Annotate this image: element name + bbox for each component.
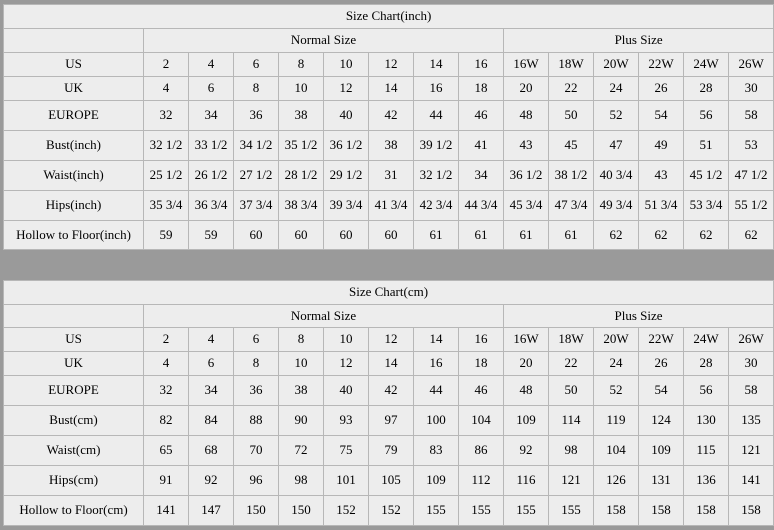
cell: 26W — [729, 328, 774, 352]
cell: 101 — [324, 466, 369, 496]
cell: 44 — [414, 100, 459, 130]
cell: 47 1/2 — [729, 160, 774, 190]
cell: 10 — [279, 352, 324, 376]
cell: 40 3/4 — [594, 160, 639, 190]
group-header-row — [4, 28, 774, 52]
cell: 40 — [324, 376, 369, 406]
row-label: Bust(inch) — [4, 130, 144, 160]
cell: 32 1/2 — [414, 160, 459, 190]
size-chart-cm — [3, 280, 764, 526]
cell: 12 — [369, 52, 414, 76]
row-label: Waist(inch) — [4, 160, 144, 190]
cell: 27 1/2 — [234, 160, 279, 190]
cell: 86 — [459, 436, 504, 466]
cell: 75 — [324, 436, 369, 466]
row-label: US — [4, 52, 144, 76]
cell: 84 — [189, 406, 234, 436]
cell: 49 — [639, 130, 684, 160]
cell: 24 — [594, 76, 639, 100]
cell: 45 3/4 — [504, 190, 549, 220]
cell: 16 — [414, 76, 459, 100]
cell: 58 — [729, 100, 774, 130]
cell: 62 — [684, 220, 729, 250]
cell: 6 — [189, 76, 234, 100]
cell: 92 — [189, 466, 234, 496]
cell: 16W — [504, 52, 549, 76]
table-row — [4, 52, 774, 76]
table-row — [4, 496, 774, 526]
table-row — [4, 76, 774, 100]
group-header-row — [4, 304, 774, 328]
cell: 53 — [729, 130, 774, 160]
group-plus-size: Plus Size — [504, 304, 774, 328]
cell: 39 1/2 — [414, 130, 459, 160]
cell: 109 — [414, 466, 459, 496]
cell: 158 — [729, 496, 774, 526]
cell: 33 1/2 — [189, 130, 234, 160]
cell: 60 — [234, 220, 279, 250]
table-row — [4, 160, 774, 190]
cell: 60 — [279, 220, 324, 250]
cell: 65 — [144, 436, 189, 466]
cell: 155 — [549, 496, 594, 526]
cell: 100 — [414, 406, 459, 436]
cell: 72 — [279, 436, 324, 466]
chart-title-row — [4, 280, 774, 304]
table-row — [4, 220, 774, 250]
cell: 56 — [684, 100, 729, 130]
cell: 34 — [189, 376, 234, 406]
cell: 30 — [729, 76, 774, 100]
cell: 8 — [279, 328, 324, 352]
cell: 10 — [324, 52, 369, 76]
cell: 36 1/2 — [504, 160, 549, 190]
cell: 6 — [234, 52, 279, 76]
cell: 130 — [684, 406, 729, 436]
cell: 61 — [549, 220, 594, 250]
cell: 4 — [144, 352, 189, 376]
cell: 18W — [549, 52, 594, 76]
cell: 121 — [729, 436, 774, 466]
cell: 24 — [594, 352, 639, 376]
cell: 44 3/4 — [459, 190, 504, 220]
cell: 32 1/2 — [144, 130, 189, 160]
cell: 6 — [234, 328, 279, 352]
cell: 98 — [549, 436, 594, 466]
row-label: Hollow to Floor(inch) — [4, 220, 144, 250]
cell: 119 — [594, 406, 639, 436]
cell: 43 — [504, 130, 549, 160]
cell: 31 — [369, 160, 414, 190]
cell: 61 — [459, 220, 504, 250]
cell: 24W — [684, 328, 729, 352]
cell: 45 — [549, 130, 594, 160]
cell: 46 — [459, 100, 504, 130]
cell: 28 — [684, 352, 729, 376]
cell: 48 — [504, 100, 549, 130]
cell: 158 — [639, 496, 684, 526]
table-row — [4, 190, 774, 220]
cell: 49 3/4 — [594, 190, 639, 220]
cell: 20 — [504, 76, 549, 100]
cell: 59 — [189, 220, 234, 250]
chart-title: Size Chart(inch) — [4, 5, 774, 29]
cell: 4 — [189, 328, 234, 352]
cell: 116 — [504, 466, 549, 496]
cell: 131 — [639, 466, 684, 496]
cell: 16 — [459, 328, 504, 352]
cell: 50 — [549, 100, 594, 130]
row-label: Hollow to Floor(cm) — [4, 496, 144, 526]
cell: 2 — [144, 328, 189, 352]
cell: 6 — [189, 352, 234, 376]
cell: 105 — [369, 466, 414, 496]
cell: 36 1/2 — [324, 130, 369, 160]
cell: 22 — [549, 352, 594, 376]
cell: 22 — [549, 76, 594, 100]
cell: 35 1/2 — [279, 130, 324, 160]
corner-cell — [4, 304, 144, 328]
cell: 34 — [459, 160, 504, 190]
cell: 51 — [684, 130, 729, 160]
cell: 104 — [459, 406, 504, 436]
row-label: EUROPE — [4, 376, 144, 406]
cell: 2 — [144, 52, 189, 76]
table-row — [4, 352, 774, 376]
cell: 60 — [369, 220, 414, 250]
cell: 97 — [369, 406, 414, 436]
row-label: Waist(cm) — [4, 436, 144, 466]
cell: 70 — [234, 436, 279, 466]
cell: 158 — [594, 496, 639, 526]
cell: 16 — [459, 52, 504, 76]
cell: 54 — [639, 100, 684, 130]
cell: 10 — [279, 76, 324, 100]
cell: 45 1/2 — [684, 160, 729, 190]
cell: 56 — [684, 376, 729, 406]
cell: 38 — [279, 376, 324, 406]
cell: 37 3/4 — [234, 190, 279, 220]
cell: 155 — [504, 496, 549, 526]
cell: 141 — [729, 466, 774, 496]
cell: 26 — [639, 76, 684, 100]
cell: 14 — [414, 52, 459, 76]
cell: 8 — [234, 76, 279, 100]
row-label: US — [4, 328, 144, 352]
cell: 35 3/4 — [144, 190, 189, 220]
cell: 115 — [684, 436, 729, 466]
cell: 22W — [639, 52, 684, 76]
cell: 34 — [189, 100, 234, 130]
group-normal-size: Normal Size — [144, 304, 504, 328]
table-row — [4, 100, 774, 130]
cell: 8 — [279, 52, 324, 76]
cell: 58 — [729, 376, 774, 406]
cell: 28 1/2 — [279, 160, 324, 190]
cell: 20 — [504, 352, 549, 376]
cell: 109 — [504, 406, 549, 436]
cell: 12 — [369, 328, 414, 352]
cell: 42 — [369, 100, 414, 130]
cell: 88 — [234, 406, 279, 436]
cell: 112 — [459, 466, 504, 496]
cell: 62 — [729, 220, 774, 250]
cell: 114 — [549, 406, 594, 436]
cell: 26 1/2 — [189, 160, 234, 190]
cell: 51 3/4 — [639, 190, 684, 220]
cell: 8 — [234, 352, 279, 376]
cell: 20W — [594, 52, 639, 76]
cell: 152 — [324, 496, 369, 526]
row-label: Bust(cm) — [4, 406, 144, 436]
cell: 92 — [504, 436, 549, 466]
cell: 50 — [549, 376, 594, 406]
cell: 124 — [639, 406, 684, 436]
table-row — [4, 436, 774, 466]
cell: 155 — [414, 496, 459, 526]
cell: 135 — [729, 406, 774, 436]
cell: 98 — [279, 466, 324, 496]
cell: 38 1/2 — [549, 160, 594, 190]
cell: 53 3/4 — [684, 190, 729, 220]
row-label: UK — [4, 76, 144, 100]
cell: 96 — [234, 466, 279, 496]
corner-cell — [4, 28, 144, 52]
group-normal-size: Normal Size — [144, 28, 504, 52]
cell: 47 3/4 — [549, 190, 594, 220]
table-row — [4, 406, 774, 436]
cell: 62 — [594, 220, 639, 250]
cell: 54 — [639, 376, 684, 406]
cell: 82 — [144, 406, 189, 436]
cell: 48 — [504, 376, 549, 406]
cell: 44 — [414, 376, 459, 406]
cell: 12 — [324, 352, 369, 376]
cell: 61 — [504, 220, 549, 250]
cell: 55 1/2 — [729, 190, 774, 220]
cell: 83 — [414, 436, 459, 466]
cell: 158 — [684, 496, 729, 526]
cell: 26W — [729, 52, 774, 76]
cell: 36 — [234, 376, 279, 406]
cell: 109 — [639, 436, 684, 466]
cell: 150 — [234, 496, 279, 526]
cell: 14 — [414, 328, 459, 352]
cell: 52 — [594, 376, 639, 406]
cell: 91 — [144, 466, 189, 496]
cell: 40 — [324, 100, 369, 130]
cell: 47 — [594, 130, 639, 160]
row-label: Hips(cm) — [4, 466, 144, 496]
cell: 61 — [414, 220, 459, 250]
cell: 22W — [639, 328, 684, 352]
cell: 18 — [459, 76, 504, 100]
chart-title: Size Chart(cm) — [4, 280, 774, 304]
cell: 141 — [144, 496, 189, 526]
cell: 41 3/4 — [369, 190, 414, 220]
cell: 4 — [144, 76, 189, 100]
cell: 42 — [369, 376, 414, 406]
cell: 39 3/4 — [324, 190, 369, 220]
cell: 29 1/2 — [324, 160, 369, 190]
cell: 32 — [144, 100, 189, 130]
cell: 152 — [369, 496, 414, 526]
cell: 36 3/4 — [189, 190, 234, 220]
cell: 32 — [144, 376, 189, 406]
cell: 16 — [414, 352, 459, 376]
cell: 14 — [369, 76, 414, 100]
cell: 25 1/2 — [144, 160, 189, 190]
table-row — [4, 328, 774, 352]
cell: 36 — [234, 100, 279, 130]
cell: 150 — [279, 496, 324, 526]
cell: 59 — [144, 220, 189, 250]
cell: 38 — [369, 130, 414, 160]
row-label: UK — [4, 352, 144, 376]
cell: 43 — [639, 160, 684, 190]
cell: 93 — [324, 406, 369, 436]
cell: 46 — [459, 376, 504, 406]
cell: 126 — [594, 466, 639, 496]
cell: 62 — [639, 220, 684, 250]
cell: 12 — [324, 76, 369, 100]
row-label: Hips(inch) — [4, 190, 144, 220]
cell: 10 — [324, 328, 369, 352]
cell: 34 1/2 — [234, 130, 279, 160]
table-row — [4, 466, 774, 496]
cell: 38 — [279, 100, 324, 130]
cell: 104 — [594, 436, 639, 466]
row-label: EUROPE — [4, 100, 144, 130]
cell: 147 — [189, 496, 234, 526]
cell: 28 — [684, 76, 729, 100]
cell: 90 — [279, 406, 324, 436]
cell: 52 — [594, 100, 639, 130]
cell: 41 — [459, 130, 504, 160]
cell: 60 — [324, 220, 369, 250]
table-row — [4, 376, 774, 406]
size-chart-inch-table — [3, 4, 774, 250]
cell: 20W — [594, 328, 639, 352]
cell: 42 3/4 — [414, 190, 459, 220]
cell: 155 — [459, 496, 504, 526]
cell: 79 — [369, 436, 414, 466]
cell: 24W — [684, 52, 729, 76]
cell: 30 — [729, 352, 774, 376]
cell: 136 — [684, 466, 729, 496]
cell: 38 3/4 — [279, 190, 324, 220]
size-chart-inch — [3, 4, 768, 250]
cell: 26 — [639, 352, 684, 376]
cell: 18W — [549, 328, 594, 352]
cell: 4 — [189, 52, 234, 76]
table-row — [4, 130, 774, 160]
cell: 14 — [369, 352, 414, 376]
group-plus-size: Plus Size — [504, 28, 774, 52]
cell: 121 — [549, 466, 594, 496]
size-chart-cm-table — [3, 280, 774, 526]
cell: 68 — [189, 436, 234, 466]
cell: 18 — [459, 352, 504, 376]
cell: 16W — [504, 328, 549, 352]
chart-title-row — [4, 5, 774, 29]
